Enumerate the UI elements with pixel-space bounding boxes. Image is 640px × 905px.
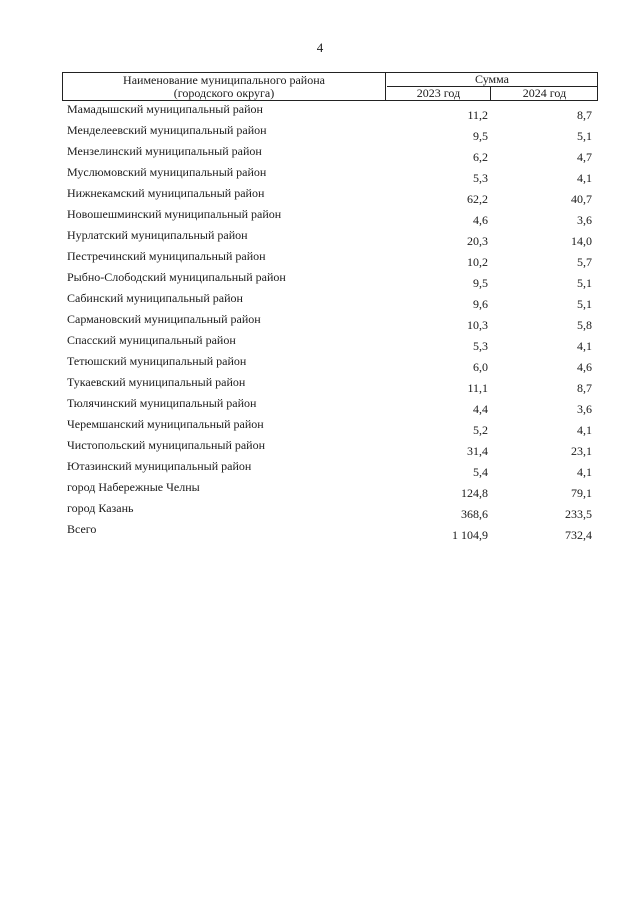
- district-name: Сармановский муниципальный район: [67, 312, 261, 326]
- value-2023: 11,2: [467, 108, 488, 122]
- table-row: [0, 186, 640, 206]
- table-row: [0, 291, 640, 311]
- table-row: [0, 396, 640, 416]
- table-row: [0, 438, 640, 458]
- district-name: Спасский муниципальный район: [67, 333, 236, 347]
- table-row: [0, 417, 640, 437]
- value-2023: 10,2: [467, 255, 488, 269]
- table-row: [0, 333, 640, 353]
- district-name: Муслюмовский муниципальный район: [67, 165, 267, 179]
- district-name: Пестречинский муниципальный район: [67, 249, 266, 263]
- table-row: [0, 249, 640, 269]
- table-row: [0, 459, 640, 479]
- value-2023: 9,5: [473, 129, 488, 143]
- table-row: [0, 480, 640, 500]
- value-2023: 6,0: [473, 360, 488, 374]
- district-name: Мензелинский муниципальный район: [67, 144, 262, 158]
- district-name: Нурлатский муниципальный район: [67, 228, 248, 242]
- district-name: Ютазинский муниципальный район: [67, 459, 252, 473]
- value-2024: 4,1: [577, 423, 592, 437]
- page-number: 4: [316, 40, 324, 55]
- value-2023: 1 104,9: [452, 528, 488, 542]
- table-row: [0, 144, 640, 164]
- district-name: Новошешминский муниципальный район: [67, 207, 282, 221]
- district-name: Нижнекамский муниципальный район: [67, 186, 265, 200]
- district-name: Чистопольский муниципальный район: [67, 438, 266, 452]
- table-row: [0, 501, 640, 521]
- value-2024: 5,1: [577, 276, 592, 290]
- table-row: [0, 207, 640, 227]
- value-2023: 6,2: [473, 150, 488, 164]
- value-2024: 23,1: [571, 444, 592, 458]
- value-2023: 31,4: [467, 444, 488, 458]
- district-name: город Казань: [67, 501, 134, 515]
- district-name: Менделеевский муниципальный район: [67, 123, 267, 137]
- value-2024: 5,1: [577, 297, 592, 311]
- value-2024: 4,6: [577, 360, 592, 374]
- value-2024: 40,7: [571, 192, 592, 206]
- value-2023: 20,3: [467, 234, 488, 248]
- value-2023: 5,3: [473, 171, 488, 185]
- value-2024: 4,1: [577, 465, 592, 479]
- table-row: [0, 270, 640, 290]
- table-row: [0, 375, 640, 395]
- value-2024: 3,6: [577, 402, 592, 416]
- header-year-2024: 2024 год: [522, 86, 567, 100]
- value-2024: 14,0: [571, 234, 592, 248]
- value-2023: 4,6: [473, 213, 488, 227]
- district-name: Мамадышский муниципальный район: [67, 102, 263, 116]
- table-row: [0, 522, 640, 542]
- district-name: Сабинский муниципальный район: [67, 291, 243, 305]
- value-2024: 79,1: [571, 486, 592, 500]
- district-name: Всего: [67, 522, 97, 536]
- value-2023: 5,3: [473, 339, 488, 353]
- table-row: [0, 123, 640, 143]
- value-2023: 11,1: [467, 381, 488, 395]
- district-name: Тукаевский муниципальный район: [67, 375, 246, 389]
- header-sum: Сумма: [387, 73, 597, 87]
- table-row: [0, 228, 640, 248]
- table-row: [0, 354, 640, 374]
- district-name: Тюлячинский муниципальный район: [67, 396, 257, 410]
- value-2023: 5,2: [473, 423, 488, 437]
- value-2023: 10,3: [467, 318, 488, 332]
- value-2023: 124,8: [461, 486, 488, 500]
- table-row: [0, 165, 640, 185]
- value-2023: 9,5: [473, 276, 488, 290]
- table-row: [0, 102, 640, 122]
- value-2024: 732,4: [565, 528, 592, 542]
- header-name-line2: (городского округа): [173, 86, 275, 100]
- district-name: Рыбно-Слободский муниципальный район: [67, 270, 286, 284]
- district-name: город Набережные Челны: [67, 480, 200, 494]
- header-year-2023: 2023 год: [387, 87, 491, 100]
- value-2024: 4,1: [577, 171, 592, 185]
- value-2023: 9,6: [473, 297, 488, 311]
- table-row: [0, 312, 640, 332]
- value-2024: 233,5: [565, 507, 592, 521]
- value-2024: 8,7: [577, 108, 592, 122]
- value-2023: 5,4: [473, 465, 488, 479]
- district-name: Черемшанский муниципальный район: [67, 417, 264, 431]
- value-2024: 3,6: [577, 213, 592, 227]
- value-2023: 62,2: [467, 192, 488, 206]
- header-name-column: [63, 73, 386, 100]
- value-2023: 4,4: [473, 402, 488, 416]
- value-2024: 5,1: [577, 129, 592, 143]
- table-header: [62, 72, 598, 101]
- value-2024: 8,7: [577, 381, 592, 395]
- header-name-line1: Наименование муниципального района: [123, 73, 325, 87]
- district-name: Тетюшский муниципальный район: [67, 354, 247, 368]
- value-2024: 4,7: [577, 150, 592, 164]
- value-2024: 5,8: [577, 318, 592, 332]
- value-2024: 4,1: [577, 339, 592, 353]
- value-2023: 368,6: [461, 507, 488, 521]
- value-2024: 5,7: [577, 255, 592, 269]
